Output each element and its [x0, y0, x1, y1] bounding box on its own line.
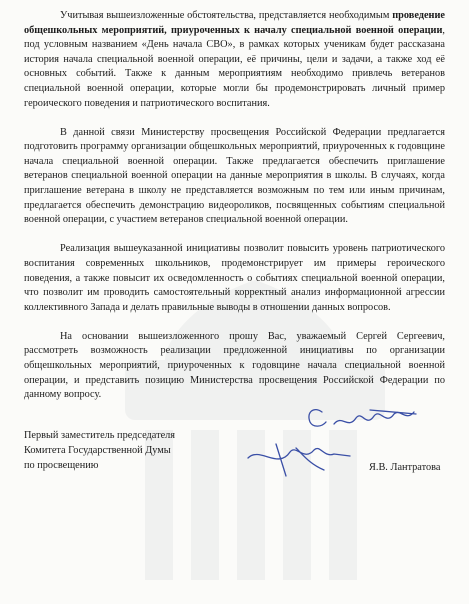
position-line-2: Комитета Государственной Думы — [24, 445, 171, 456]
paragraph-proposal-lead: Учитывая вышеизложенные обстоятельства, представляется необходимым — [60, 10, 393, 21]
letter-body — [24, 9, 445, 417]
position-line-1: Первый заместитель председателя — [24, 430, 176, 441]
paragraph-proposal-bold: проведение общешкольных мероприятий, приуроченных к началу специальной военной операции — [24, 10, 445, 36]
paragraph-closing-request: На основании вышеизложенного прошу Вас, уважаемый Сергей Сергеевич, рассмотреть возможность реализации предложенной инициативы по организации общешкольных мероприятий, приуроченных к годовщине начала специальной военной операции, и представить позицию Министерства просвещения Российской Федерации по данному вопросу. — [24, 330, 445, 401]
paragraph-benefits: Реализация вышеуказанной инициативы позволит повысить уровень патриотического воспитания современных школьников, продемонстрирует им примеры героического поведения, а также повысит их осведомленность о событиях специальной военной операции, что позволит им проводить самостоятельный корректный анализ информационной агрессии коллективного Запада и делать правильные выводы в отношении данных вопросов. — [24, 243, 445, 313]
paragraph-proposal — [24, 9, 445, 111]
paragraph-ministry-request: В данной связи Министерству просвещения Российской Федерации предлагается подготовить программу организации общешкольных мероприятий, приуроченных к годовщине начала специальной военной операции. Также предлагается обеспечить приглашение ветеранов специальной военной операции на данные мероприятия в школы. В случаях, когда приглашение ветерана в школу не представляется возможным по тем или иным причинам, предлагается обеспечить демонстрацию видеороликов, посвященных событиям специальной военной операции, с участием ветеранов специальной военной операции. — [24, 126, 445, 226]
signatory-position — [24, 428, 264, 473]
signatory-name: Я.В. Лантратова — [369, 462, 441, 473]
position-line-3: по просвещению — [24, 460, 99, 471]
paragraph-proposal-rest: , под условным названием «День начала СВО», в рамках которых ученикам будет рассказана история начала специальной военной операции, её причины, цели и задачи, а также ход её основных событий. Также к данным мероприятиям необходимо привлечь ветеранов специальной военной операции, которые могли бы продемонстрировать личный пример героического поведения и патриотического воспитания. — [24, 24, 445, 109]
